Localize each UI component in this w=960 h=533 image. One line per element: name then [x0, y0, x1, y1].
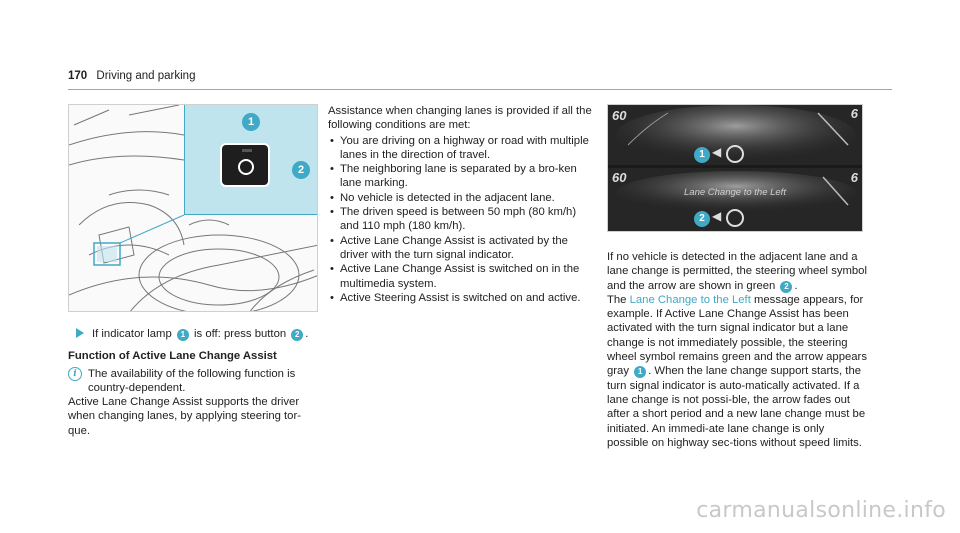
steering-assist-button [220, 143, 270, 187]
instruction-text-b: is off: press button [194, 328, 287, 340]
page-number: 170 [68, 70, 88, 82]
cluster-message: Lane Change to the Left [684, 187, 786, 198]
badge-2: 2 [780, 281, 792, 293]
steering-wheel-icon [238, 159, 254, 175]
badge-1: 1 [177, 329, 189, 341]
badge-2: 2 [291, 329, 303, 341]
speed-readout-bottom: 60 [612, 170, 627, 185]
steering-wheel-icon-top [726, 145, 744, 163]
list-item: • You are driving on a highway or road with multiple lanes in the direction of travel. [328, 134, 598, 163]
list-item: • Active Lane Change Assist is switched on in the multimedia system. [328, 262, 598, 291]
function-paragraph: Active Lane Change Assist supports the driver when changing lanes, by applying steering tor-que. [68, 396, 301, 437]
cluster-callout-1: 1 [694, 147, 710, 163]
list-item: • Active Steering Assist is switched on and active. [328, 291, 598, 305]
callout-1: 1 [242, 113, 260, 131]
list-item: • Active Lane Change Assist is activated by the driver with the turn signal indicator. [328, 234, 598, 263]
info-note [68, 367, 318, 396]
header-rule [68, 89, 892, 90]
indicator-lamp [242, 149, 252, 152]
instruction-text-c: . [305, 328, 309, 340]
list-item: • No vehicle is detected in the adjacent lane. [328, 191, 598, 205]
instruction-text-a: If indicator lamp [92, 328, 172, 340]
steering-lane-icon-bottom: ◀ [712, 209, 722, 223]
note-text: The availability of the following function is country-dependent. [88, 367, 296, 394]
steering-lane-icon-top: ◀ [712, 145, 722, 159]
list-item: • The neighboring lane is separated by a bro-ken lane marking. [328, 162, 598, 191]
column-right [607, 104, 867, 450]
badge-1: 1 [634, 366, 646, 378]
page-header [68, 70, 195, 82]
column-middle [328, 104, 598, 305]
conditions-intro: Assistance when changing lanes is provided if all the following conditions are met: [328, 105, 592, 132]
list-item: • The driven speed is between 50 mph (80 km/h) and 110 mph (180 km/h). [328, 205, 598, 234]
gauge-mark-bottom: 6 [850, 170, 858, 185]
cluster-display-illustration [607, 104, 863, 232]
conditions-list [328, 134, 598, 306]
lane-change-paragraph [607, 250, 867, 450]
cluster-callout-2: 2 [694, 211, 710, 227]
callout-2: 2 [292, 161, 310, 179]
arrow-icon [76, 328, 84, 338]
gauge-mark-top: 6 [850, 106, 858, 121]
watermark: carmanualsonline.info [696, 498, 946, 523]
steering-wheel-icon-bottom [726, 209, 744, 227]
speed-readout-top: 60 [612, 108, 627, 123]
message-label: Lane Change to the Left [629, 293, 751, 306]
instruction-step [68, 327, 318, 341]
column-left [68, 104, 318, 438]
section-title: Driving and parking [96, 70, 196, 82]
zoom-inset [184, 105, 318, 215]
section-heading: Function of Active Lane Change Assist [68, 350, 277, 363]
para-text-b: . [794, 279, 798, 292]
info-icon: i [68, 367, 82, 381]
para-text-d: message appears, for example. If Active Lane Change Assist has been activated with the turn signal indicator but a lane change is not immediately possible, the steering wheel symbol remains green and the arrow appears gray [607, 293, 867, 378]
para-text-e: . When the lane change support starts, the turn signal indicator is auto-matically activated. If a lane change is not possi-ble, the arrow fades out after a short period and a new lane change must be initiated. An immedi-ate lane change is only possible on highway sec-tions without speed limits. [607, 365, 866, 449]
dashboard-illustration [68, 104, 318, 312]
para-text-a: If no vehicle is detected in the adjacent lane and a lane change is permitted, the steering wheel symbol and the arrow are shown in green [607, 251, 867, 292]
para-text-c: The [607, 293, 627, 306]
